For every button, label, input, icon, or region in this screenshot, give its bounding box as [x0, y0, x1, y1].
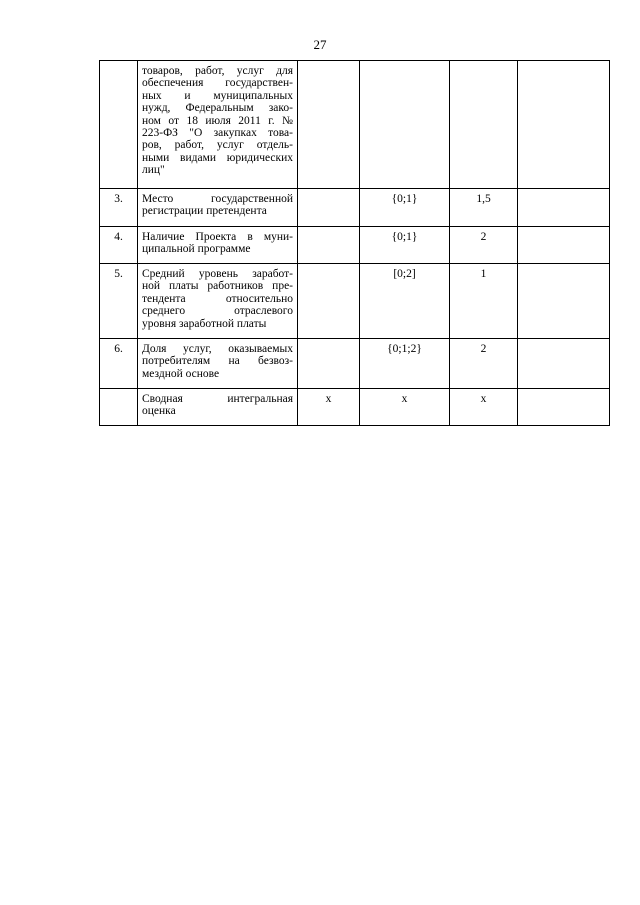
criterion-name-line: оценка [142, 405, 176, 418]
score-cell [518, 389, 610, 426]
criterion-name-cell [138, 339, 298, 389]
criterion-name-line: лиц" [142, 164, 165, 177]
row-number-cell [100, 61, 138, 189]
value-range-cell: {0;1} [360, 189, 450, 227]
weight-cell: 2 [450, 227, 518, 264]
criterion-name-line: товаров, работ, услуг для [142, 65, 293, 77]
table-row [100, 339, 610, 389]
row-number-cell: 6. [100, 339, 138, 389]
value-range-cell: х [360, 389, 450, 426]
criterion-name-line: ной платы работников пре- [142, 280, 293, 293]
value-range-cell: [0;2] [360, 264, 450, 339]
table-row [100, 264, 610, 339]
criterion-name-line: Средний уровень заработ- [142, 268, 293, 280]
score-cell [518, 61, 610, 189]
score-cell [518, 339, 610, 389]
score-cell [518, 189, 610, 227]
row-number-cell: 5. [100, 264, 138, 339]
col3-cell [298, 339, 360, 389]
criteria-table [99, 60, 610, 426]
row-number-cell: 3. [100, 189, 138, 227]
criterion-name-line: ципальной программе [142, 243, 251, 256]
value-range-cell: {0;1;2} [360, 339, 450, 389]
criterion-name-cell [138, 389, 298, 426]
criterion-name-line: нужд, Федеральным зако- [142, 102, 293, 115]
col3-cell [298, 189, 360, 227]
criterion-name-line: ными видами юридических [142, 151, 293, 164]
criterion-name-line: обеспечения государствен- [142, 77, 293, 90]
weight-cell: 1 [450, 264, 518, 339]
col3-cell [298, 61, 360, 189]
criterion-name-line: потребителям на безвоз- [142, 355, 293, 368]
criterion-name-cell [138, 227, 298, 264]
weight-cell [450, 61, 518, 189]
criterion-name-line: Место государственной [142, 193, 293, 205]
criterion-name-line: ном от 18 июля 2011 г. № [142, 114, 293, 127]
criterion-name-line: тендента относительно [142, 292, 293, 305]
criterion-name-line: ров, работ, услуг отдель- [142, 139, 293, 152]
col3-cell: х [298, 389, 360, 426]
page-number: 27 [313, 37, 327, 52]
row-number-cell: 4. [100, 227, 138, 264]
row-number-cell [100, 389, 138, 426]
col3-cell [298, 227, 360, 264]
value-range-cell [360, 61, 450, 189]
score-cell [518, 264, 610, 339]
criterion-name-cell [138, 61, 298, 189]
criterion-name-line: мездной основе [142, 367, 220, 380]
criterion-name-line: Наличие Проекта в муни- [142, 231, 293, 243]
criterion-name-line: Сводная интегральная [142, 393, 293, 405]
table-row [100, 61, 610, 189]
score-cell [518, 227, 610, 264]
criterion-name-line: регистрации претендента [142, 205, 267, 218]
criterion-name-line: 223-ФЗ "О закупках това- [142, 127, 293, 140]
criterion-name-line: Доля услуг, оказываемых [142, 343, 293, 355]
table-row [100, 389, 610, 426]
weight-cell: 2 [450, 339, 518, 389]
criterion-name-line: ных и муниципальных [142, 89, 293, 102]
criterion-name-line: среднего отраслевого [142, 305, 293, 318]
criterion-name-cell [138, 264, 298, 339]
criterion-name-cell [138, 189, 298, 227]
col3-cell [298, 264, 360, 339]
table-row [100, 227, 610, 264]
table-row [100, 189, 610, 227]
criterion-name-line: уровня заработной платы [142, 317, 267, 330]
weight-cell: х [450, 389, 518, 426]
value-range-cell: {0;1} [360, 227, 450, 264]
weight-cell: 1,5 [450, 189, 518, 227]
